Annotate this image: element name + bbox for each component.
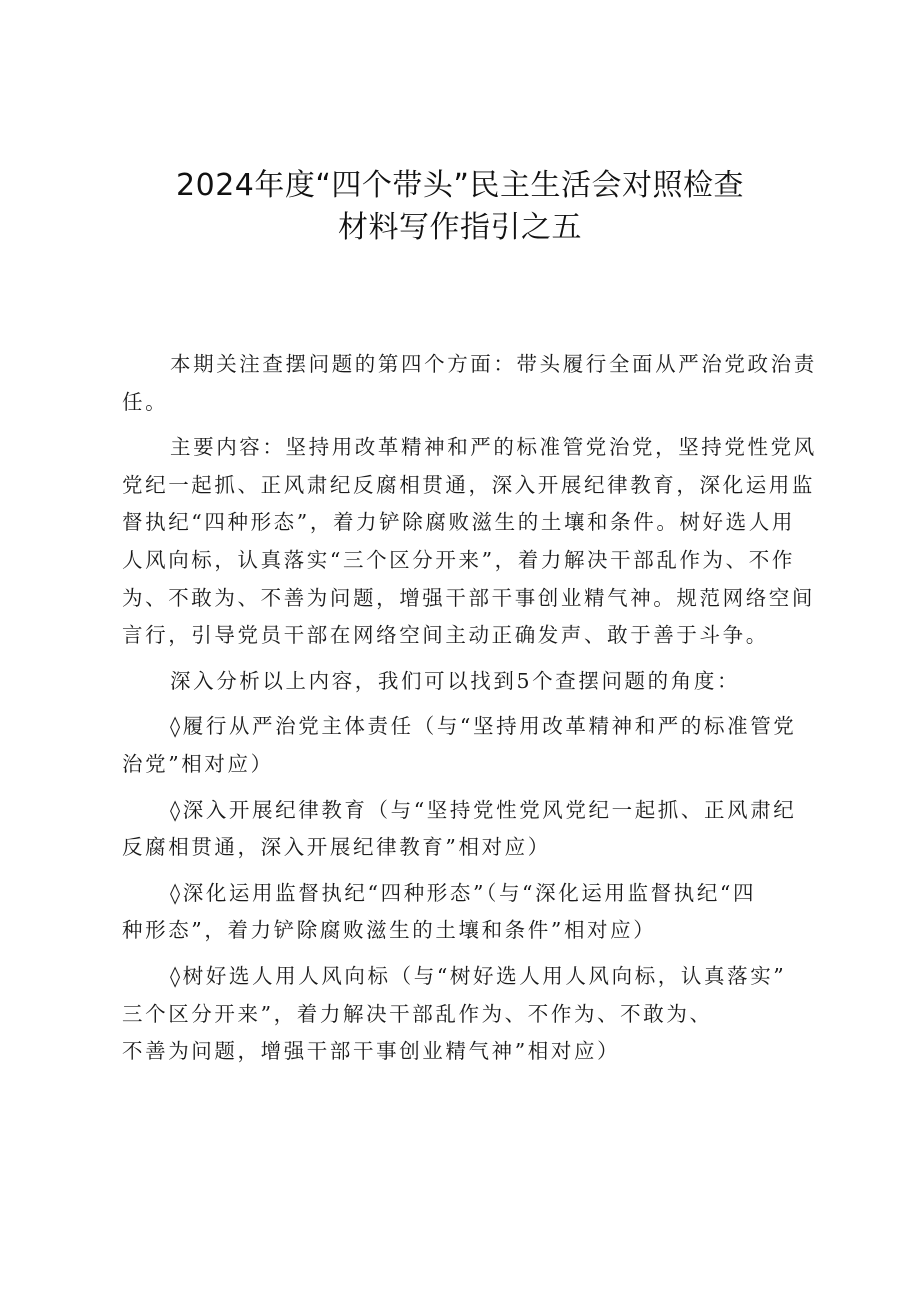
list-item-angle-4	[122, 958, 812, 1071]
text-line: 为、不敢为、不善为问题，增强干部干事创业精气神。规范网络空间	[122, 585, 815, 610]
text-line: 主要内容：坚持用改革精神和严的标准管党治党，坚持党性党风	[170, 435, 817, 460]
paragraph-main-content	[122, 429, 817, 655]
text-line: 治党”相对应）	[122, 751, 274, 776]
text-line: 党纪一起抓、正风肃纪反腐相贯通，深入开展纪律教育，深化运用监	[122, 472, 815, 497]
list-item-angle-2	[122, 792, 812, 867]
text-line: 言行，引导党员干部在网络空间主动正确发声、敢于善于斗争。	[122, 623, 769, 648]
title-line-2: 材料写作指引之五	[338, 210, 582, 245]
text-line: 本期关注查摆问题的第四个方面：带头履行全面从严治党政治责	[170, 352, 817, 376]
list-item-angle-3	[122, 875, 812, 950]
text-line: 反腐相贯通，深入开展纪律教育”相对应）	[122, 835, 551, 860]
document-body	[122, 346, 817, 1071]
text-line: ◊树好选人用人风向标（与“树好选人用人风向标，认真落实”	[170, 963, 787, 988]
text-line: 人风向标，认真落实“三个区分开来”，着力解决干部乱作为、不作	[122, 547, 795, 572]
text-line: ◊深化运用监督执纪“四种形态”（与“深化运用监督执纪“四	[170, 880, 757, 905]
text-line: 深入分析以上内容，我们可以找到5个查摆问题的角度：	[170, 668, 741, 693]
text-line: 不善为问题，增强干部干事创业精气神”相对应）	[122, 1039, 621, 1064]
paragraph-analysis	[122, 663, 812, 701]
document-title	[0, 165, 920, 249]
text-line: 任。	[122, 389, 169, 414]
text-line: 督执纪“四种形态”，着力铲除腐败滋生的土壤和条件。树好选人用	[122, 510, 795, 535]
paragraph-intro	[122, 346, 817, 421]
list-item-angle-1	[122, 708, 812, 783]
title-line-1: 2024年度“四个带头”民主生活会对照检查	[176, 168, 744, 203]
text-line: 种形态”，着力铲除腐败滋生的土壤和条件”相对应）	[122, 918, 657, 943]
text-line: ◊履行从严治党主体责任（与“坚持用改革精神和严的标准管党	[170, 714, 797, 739]
text-line: 三个区分开来”，着力解决干部乱作为、不作为、不敢为、	[122, 1001, 713, 1026]
text-line: ◊深入开展纪律教育（与“坚持党性党风党纪一起抓、正风肃纪	[170, 797, 797, 822]
